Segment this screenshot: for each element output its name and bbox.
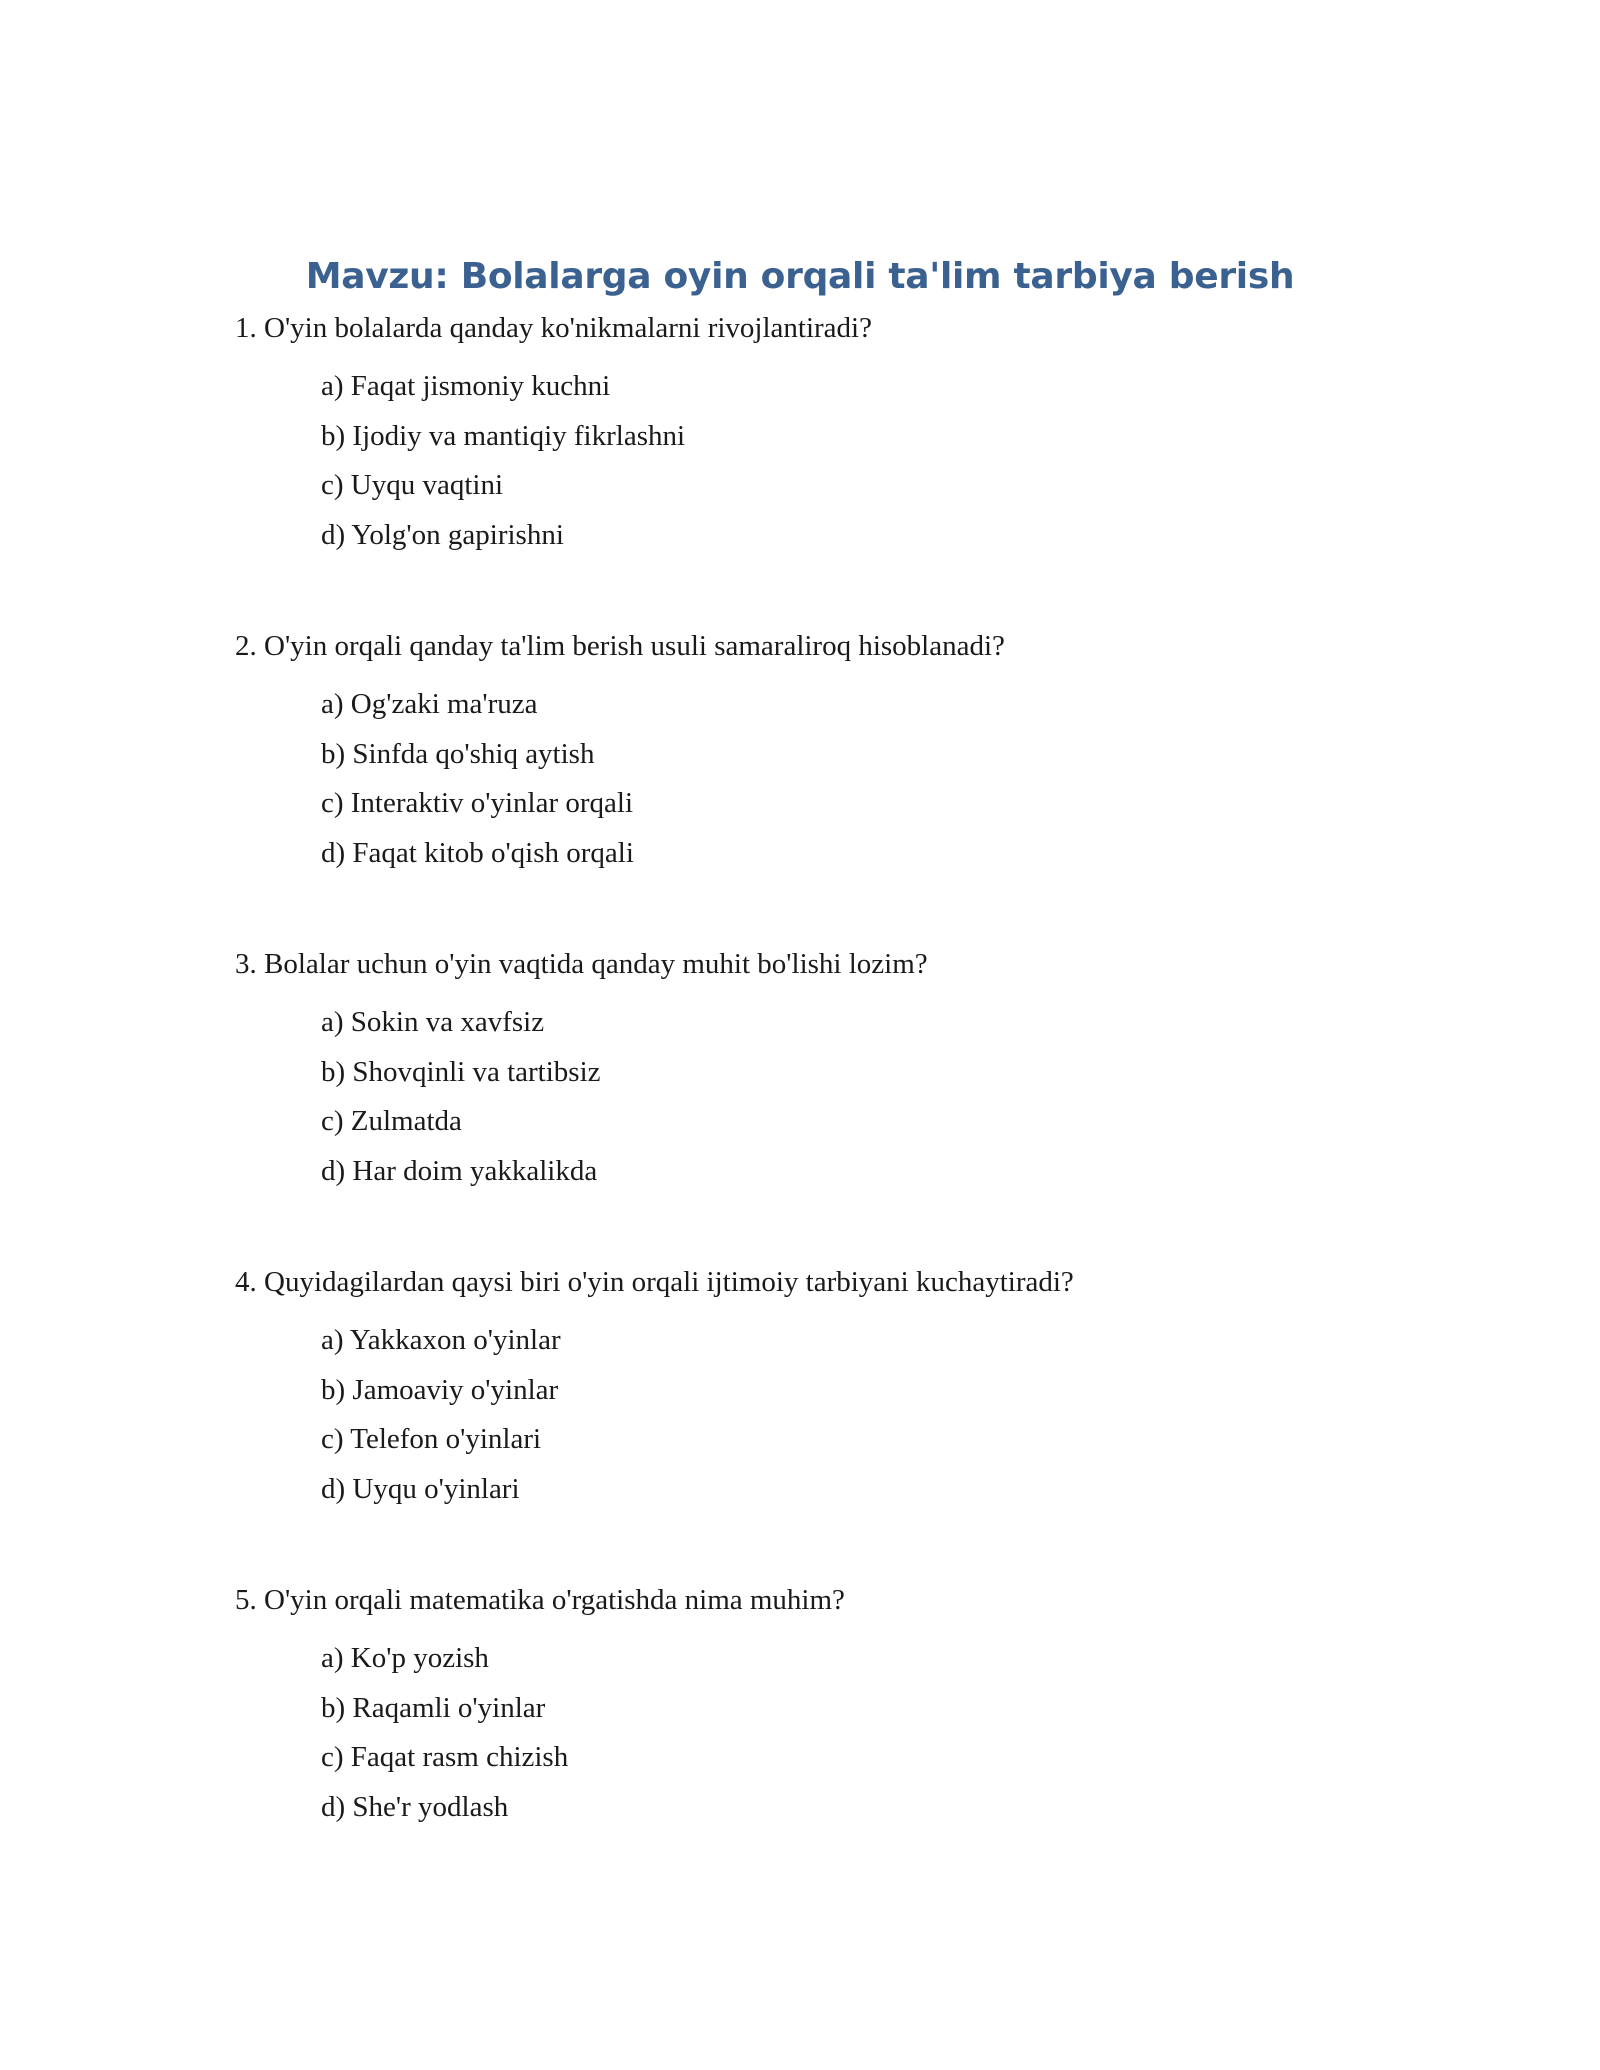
answer-option: b) Jamoaviy o'yinlar <box>321 1373 559 1406</box>
question-list <box>235 306 1485 1896</box>
question-text: 5. O'yin orqali matematika o'rgatishda nima muhim? <box>235 1584 845 1616</box>
question-item <box>235 1578 1485 1832</box>
answer-option: b) Shovqinli va tartibsiz <box>321 1055 601 1088</box>
answer-option: a) Sokin va xavfsiz <box>321 1006 545 1038</box>
answer-option: d) She'r yodlash <box>321 1790 509 1823</box>
answer-option: a) Faqat jismoniy kuchni <box>321 370 611 402</box>
answer-option: c) Interaktiv o'yinlar orqali <box>321 787 634 819</box>
question-item <box>235 942 1485 1196</box>
answer-options <box>235 998 1485 1196</box>
answer-option: a) Og'zaki ma'ruza <box>321 688 538 720</box>
document-title: Mavzu: Bolalarga oyin orqali ta'lim tarbiya berish <box>305 256 1295 297</box>
answer-option: b) Ijodiy va mantiqiy fikrlashni <box>321 419 686 452</box>
answer-options <box>235 1316 1485 1514</box>
answer-option: d) Uyqu o'yinlari <box>321 1472 520 1505</box>
answer-option: b) Raqamli o'yinlar <box>321 1691 546 1724</box>
question-text: 2. O'yin orqali qanday ta'lim berish usuli samaraliroq hisoblanadi? <box>235 630 1005 662</box>
answer-option: c) Telefon o'yinlari <box>321 1423 542 1455</box>
question-item <box>235 1260 1485 1514</box>
answer-option: a) Ko'p yozish <box>321 1642 489 1674</box>
answer-option: a) Yakkaxon o'yinlar <box>321 1324 561 1356</box>
answer-option: c) Uyqu vaqtini <box>321 469 504 501</box>
answer-option: c) Zulmatda <box>321 1105 462 1137</box>
question-item <box>235 306 1485 560</box>
answer-options <box>235 362 1485 560</box>
answer-option: d) Yolg'on gapirishni <box>321 518 564 551</box>
answer-option: d) Faqat kitob o'qish orqali <box>321 836 634 869</box>
answer-options <box>235 1634 1485 1832</box>
question-text: 4. Quyidagilardan qaysi biri o'yin orqali ijtimoiy tarbiyani kuchaytiradi? <box>235 1266 1074 1298</box>
answer-options <box>235 680 1485 878</box>
answer-option: d) Har doim yakkalikda <box>321 1154 598 1187</box>
answer-option: c) Faqat rasm chizish <box>321 1741 569 1773</box>
question-text: 1. O'yin bolalarda qanday ko'nikmalarni rivojlantiradi? <box>235 312 872 344</box>
question-text: 3. Bolalar uchun o'yin vaqtida qanday muhit bo'lishi lozim? <box>235 948 928 980</box>
question-item <box>235 624 1485 878</box>
answer-option: b) Sinfda qo'shiq aytish <box>321 737 595 770</box>
